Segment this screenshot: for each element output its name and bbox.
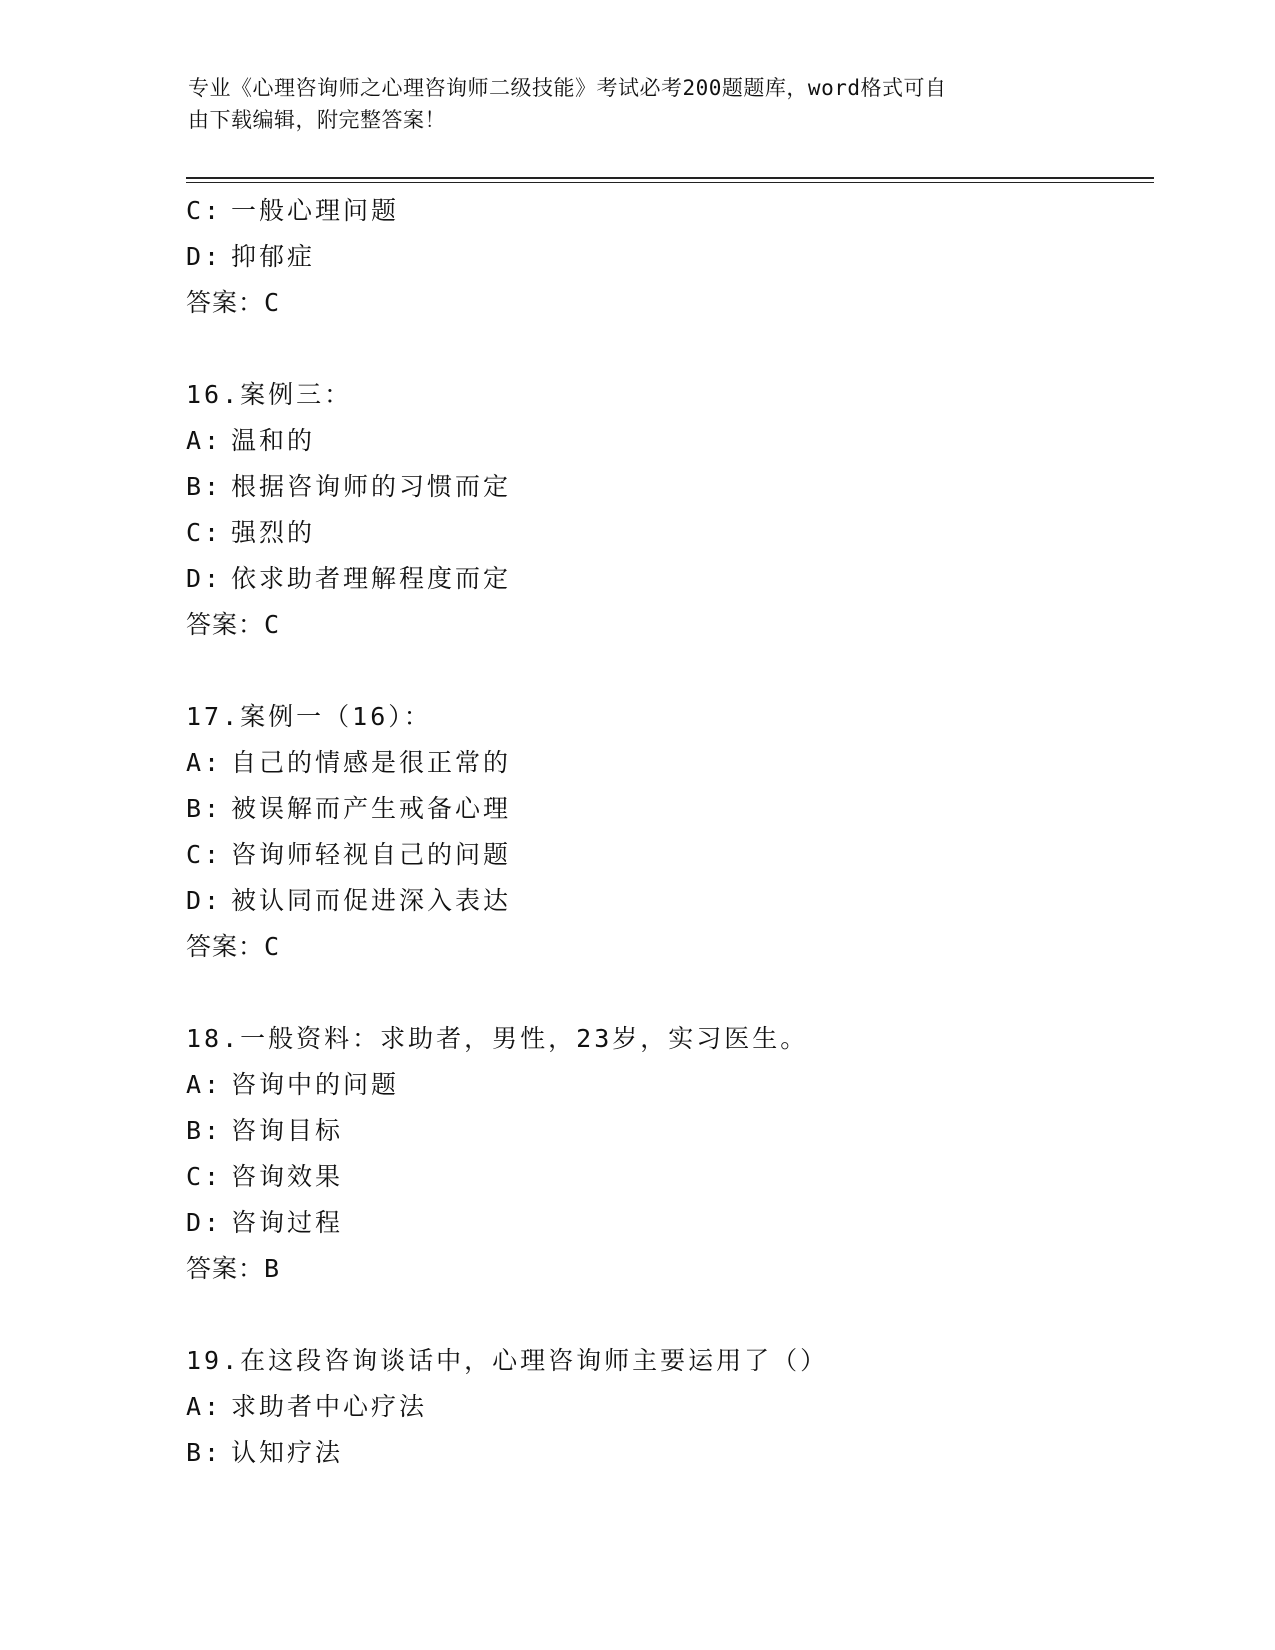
question-block: [186, 372, 1154, 648]
option-a: A: 自己的情感是很正常的: [186, 748, 512, 777]
option-d: D: 咨询过程: [186, 1208, 344, 1237]
option-c: C: 咨询师轻视自己的问题: [186, 840, 512, 869]
option-b: B: 被误解而产生戒备心理: [186, 794, 512, 823]
option-c: C: 一般心理问题: [186, 196, 400, 225]
header-divider-thick: [186, 177, 1154, 179]
question-list: [186, 188, 1154, 1476]
question-block: [186, 1338, 1154, 1476]
question-stem: 17.案例一（16）：: [186, 702, 432, 731]
header-line-1: 专业《心理咨询师之心理咨询师二级技能》考试必考200题题库，word格式可自: [188, 76, 947, 100]
question-block: [186, 188, 1154, 326]
option-d: D: 抑郁症: [186, 242, 316, 271]
option-b: B: 根据咨询师的习惯而定: [186, 472, 512, 501]
question-block: [186, 694, 1154, 970]
answer-line: 答案：C: [186, 610, 281, 639]
option-d: D: 依求助者理解程度而定: [186, 564, 512, 593]
option-a: A: 咨询中的问题: [186, 1070, 400, 1099]
answer-line: 答案：B: [186, 1254, 281, 1283]
question-stem: 19.在这段咨询谈话中，心理咨询师主要运用了（）: [186, 1346, 829, 1375]
option-a: A: 温和的: [186, 426, 316, 455]
question-block: [186, 1016, 1154, 1292]
header-line-2: 由下载编辑，附完整答案！: [188, 108, 446, 132]
option-c: C: 强烈的: [186, 518, 316, 547]
header-divider-thin: [186, 182, 1154, 183]
option-d: D: 被认同而促进深入表达: [186, 886, 512, 915]
option-a: A: 求助者中心疗法: [186, 1392, 428, 1421]
option-c: C: 咨询效果: [186, 1162, 344, 1191]
option-b: B: 咨询目标: [186, 1116, 344, 1145]
answer-line: 答案：C: [186, 932, 281, 961]
document-header: [188, 72, 1068, 136]
answer-line: 答案：C: [186, 288, 281, 317]
option-b: B: 认知疗法: [186, 1438, 344, 1467]
question-stem: 18.一般资料：求助者，男性，23岁，实习医生。: [186, 1024, 809, 1053]
question-stem: 16.案例三：: [186, 380, 353, 409]
